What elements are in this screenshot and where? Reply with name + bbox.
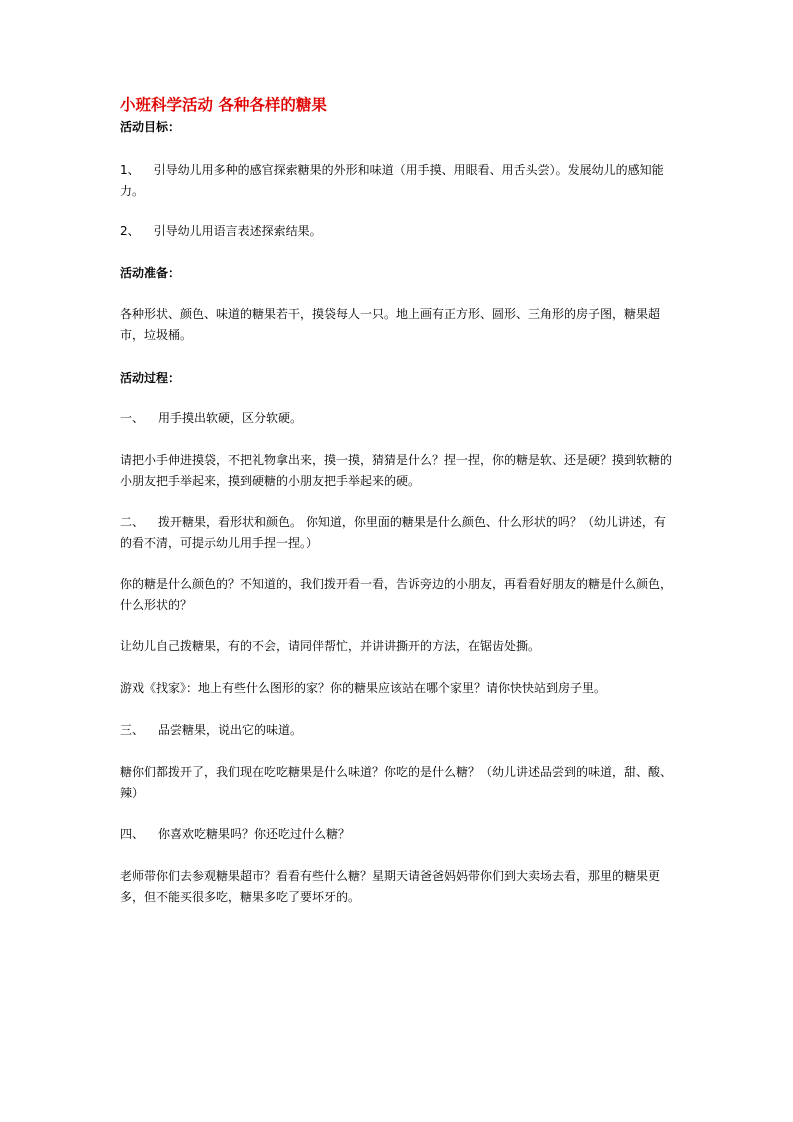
goal-item-2 (120, 221, 676, 242)
heading-process: 活动过程： (120, 371, 181, 385)
goal-1-text: 引导幼儿用多种的感官探索糖果的外形和味道（用手摸、用眼看、用舌头尝）。发展幼儿的感知能力。 (120, 163, 664, 198)
step-4-number: 四、 (120, 827, 145, 841)
step-3-number: 三、 (120, 723, 145, 737)
step-4-heading (120, 824, 676, 845)
step-2-number: 二、 (120, 515, 145, 529)
goal-2-number: 2、 (120, 224, 140, 238)
goal-2-text: 引导幼儿用语言表述探索结果。 (153, 224, 322, 238)
document-title: 小班科学活动 各种各样的糖果 (120, 95, 327, 114)
goal-item-1 (120, 160, 676, 202)
step-2-title: 拨开糖果，看形状和颜色。 你知道，你里面的糖果是什么颜色、什么形状的吗？（幼儿讲述，有的看不清，可提示幼儿用手捏一捏。） (120, 515, 666, 550)
step-2-paragraph-2: 让幼儿自己拨糖果，有的不会，请同伴帮忙，并讲讲撕开的方法，在锯齿处撕。 (120, 639, 541, 653)
step-1-title: 用手摸出软硬，区分软硬。 (158, 411, 303, 425)
step-1-number: 一、 (120, 411, 145, 425)
step-3-heading (120, 720, 676, 741)
step-2-paragraph-3: 游戏《找家》：地上有些什么图形的家？你的糖果应该站在哪个家里？请你快快站到房子里。 (120, 681, 607, 695)
step-2-paragraph-1: 你的糖是什么颜色的？不知道的，我们拨开看一看，告诉旁边的小朋友，再看看好朋友的糖是什么颜色，什么形状的？ (120, 577, 673, 612)
goal-1-number: 1、 (120, 163, 140, 177)
preparation-text: 各种形状、颜色、味道的糖果若干，摸袋每人一只。地上画有正方形、圆形、三角形的房子图，糖果超市，垃圾桶。 (120, 307, 661, 342)
step-1-paragraph: 请把小手伸进摸袋，不把礼物拿出来，摸一摸，猜猜是什么？捏一捏，你的糖是软、还是硬？摸到软糖的小朋友把手举起来，摸到硬糖的小朋友把手举起来的硬。 (120, 453, 673, 488)
step-4-paragraph: 老师带你们去参观糖果超市？看看有些什么糖？星期天请爸爸妈妈带你们到大卖场去看，那里的糖果更多，但不能买很多吃，糖果多吃了要坏牙的。 (120, 869, 661, 904)
heading-preparation: 活动准备： (120, 266, 181, 280)
step-3-title: 品尝糖果，说出它的味道。 (158, 723, 303, 737)
heading-goals: 活动目标： (120, 120, 181, 134)
step-3-paragraph: 糖你们都拨开了，我们现在吃吃糖果是什么味道？你吃的是什么糖？（幼儿讲述品尝到的味道，甜、酸、辣） (120, 765, 673, 800)
step-4-title: 你喜欢吃糖果吗？你还吃过什么糖？ (158, 827, 351, 841)
step-1-heading (120, 408, 676, 429)
step-2-heading (120, 512, 676, 554)
